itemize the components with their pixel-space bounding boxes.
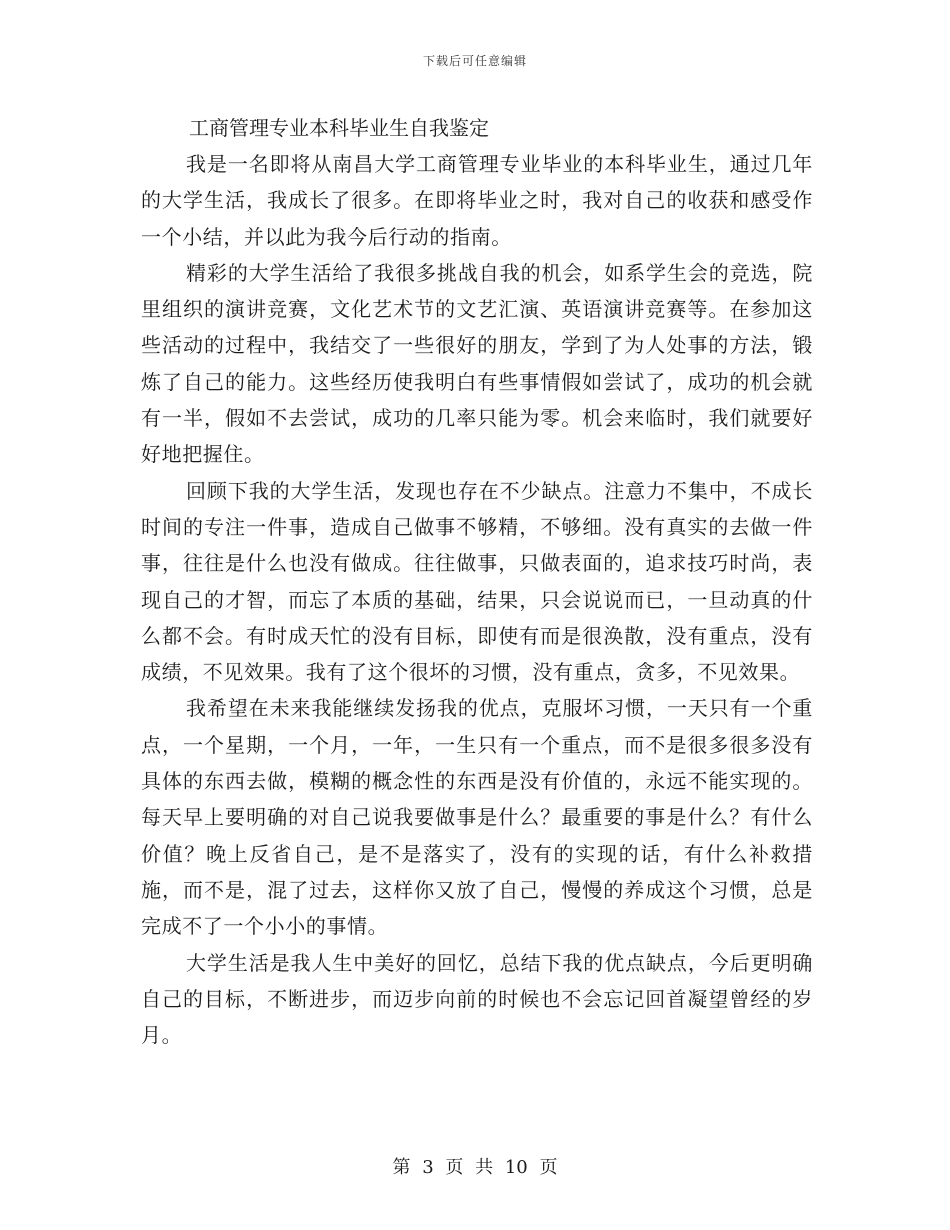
paragraph-2: 精彩的大学生活给了我很多挑战自我的机会，如系学生会的竞选，院里组织的演讲竞赛，文化艺术节的文艺汇演、英语演讲竞赛等。在参加这些活动的过程中，我结交了一些很好的朋友，学到了为人处事的方法，锻炼了自己的能力。这些经历使我明白有些事情假如尝试了，成功的机会就有一半，假如不去尝试，成功的几率只能为零。机会来临时，我们就要好好地把握住。 <box>141 260 813 467</box>
document-title: 工商管理专业本科毕业生自我鉴定 <box>189 116 489 140</box>
paragraph-4: 我希望在未来我能继续发扬我的优点，克服坏习惯，一天只有一个重点，一个星期，一个月，一年，一生只有一个重点，而不是很多很多没有具体的东西去做，模糊的概念性的东西是没有价值的，永远不能实现的。每天早上要明确的对自己说我要做事是什么？最重要的事是什么？有什么价值？晚上反省自己，是不是落实了，没有的实现的话，有什么补救措施，而不是，混了过去，这样你又放了自己，慢慢的养成这个习惯，总是完成不了一个小小的事情。 <box>141 696 813 939</box>
paragraph-5: 大学生活是我人生中美好的回忆，总结下我的优点缺点，今后更明确自己的目标，不断进步，而迈步向前的时候也不会忘记回首凝望曾经的岁月。 <box>141 950 813 1048</box>
page-header: 下载后可任意编辑 <box>422 54 527 68</box>
page-number: 第 3 页 共 10 页 <box>392 1157 558 1178</box>
paragraph-1: 我是一名即将从南昌大学工商管理专业毕业的本科毕业生，通过几年的大学生活，我成长了很多。在即将毕业之时，我对自己的收获和感受作一个小结，并以此为我今后行动的指南。 <box>141 152 813 249</box>
document-body <box>141 110 813 1053</box>
paragraph-3: 回顾下我的大学生活，发现也存在不少缺点。注意力不集中，不成长时间的专注一件事，造成自己做事不够精，不够细。没有真实的去做一件事，往往是什么也没有做成。往往做事，只做表面的，追求技巧时尚，表现自己的才智，而忘了本质的基础，结果，只会说说而已，一旦动真的什么都不会。有时成天忙的没有目标，即使有而是很涣散，没有重点，没有成绩，不见效果。我有了这个很坏的习惯，没有重点，贪多，不见效果。 <box>141 478 813 685</box>
